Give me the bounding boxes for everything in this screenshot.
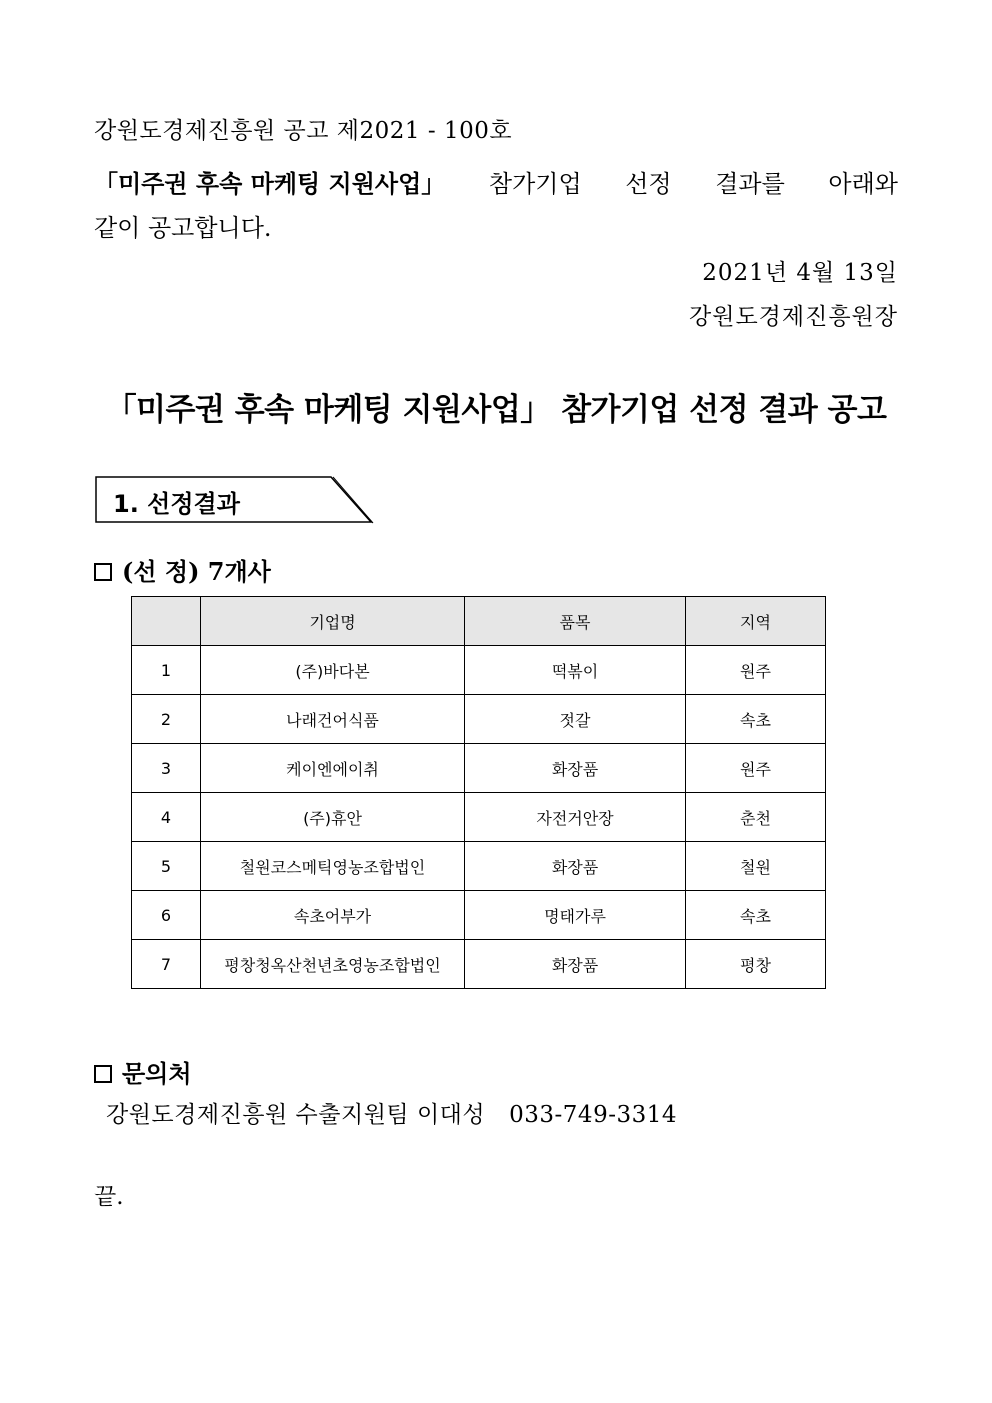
cell-no: 7 — [132, 940, 201, 989]
section-header — [95, 476, 375, 524]
program-name: 「미주권 후속 마케팅 지원사업」 — [94, 169, 446, 198]
table-row — [132, 744, 826, 793]
contact-heading-text: 문의처 — [122, 1059, 192, 1088]
cell-region: 원주 — [686, 646, 826, 695]
cell-product: 명태가루 — [465, 891, 686, 940]
end-mark: 끝. — [94, 1184, 124, 1210]
contact-heading — [94, 1054, 192, 1089]
section-label: 1. 선정결과 — [113, 490, 240, 518]
cell-no: 2 — [132, 695, 201, 744]
intro-line-1 — [94, 162, 898, 206]
contact-phone: 033-749-3314 — [509, 1102, 678, 1128]
cell-no: 1 — [132, 646, 201, 695]
cell-region: 철원 — [686, 842, 826, 891]
table-row — [132, 842, 826, 891]
cell-product: 젓갈 — [465, 695, 686, 744]
cell-region: 원주 — [686, 744, 826, 793]
cell-region: 평창 — [686, 940, 826, 989]
table-header-row — [132, 597, 826, 646]
cell-no: 6 — [132, 891, 201, 940]
intro-word: 아래와 — [828, 170, 898, 198]
contact-info — [106, 1096, 677, 1129]
table-row — [132, 646, 826, 695]
cell-company: 케이엔에이취 — [201, 744, 465, 793]
cell-product: 화장품 — [465, 842, 686, 891]
cell-company: 나래건어식품 — [201, 695, 465, 744]
results-table — [131, 596, 826, 989]
intro-word: 참가기업 — [488, 170, 582, 198]
cell-company: (주)바다본 — [201, 646, 465, 695]
table-row — [132, 940, 826, 989]
square-bullet-icon — [94, 563, 112, 581]
notice-number: 강원도경제진흥원 공고 제2021 - 100호 — [94, 118, 513, 144]
cell-product: 화장품 — [465, 940, 686, 989]
selected-heading-text: (선 정) 7개사 — [122, 557, 271, 586]
header-cell-product: 품목 — [465, 597, 686, 646]
table-row — [132, 891, 826, 940]
issuer-name: 강원도경제진흥원장 — [689, 304, 898, 330]
contact-person: 강원도경제진흥원 수출지원팀 이대성 — [106, 1102, 486, 1128]
cell-company: (주)휴안 — [201, 793, 465, 842]
cell-product: 떡볶이 — [465, 646, 686, 695]
cell-product: 화장품 — [465, 744, 686, 793]
intro-word: 결과를 — [715, 170, 785, 198]
cell-no: 3 — [132, 744, 201, 793]
selected-heading — [94, 552, 271, 587]
header-cell-no — [132, 597, 201, 646]
cell-region: 속초 — [686, 891, 826, 940]
notice-date: 2021년 4월 13일 — [702, 260, 898, 286]
intro-word: 선정 — [625, 170, 672, 198]
document-title: 「미주권 후속 마케팅 지원사업」 참가기업 선정 결과 공고 — [105, 392, 887, 428]
intro-paragraph — [94, 162, 898, 250]
table-row — [132, 793, 826, 842]
cell-product: 자전거안장 — [465, 793, 686, 842]
cell-region: 속초 — [686, 695, 826, 744]
header-cell-region: 지역 — [686, 597, 826, 646]
cell-no: 5 — [132, 842, 201, 891]
cell-company: 평창청옥산천년초영농조합법인 — [201, 940, 465, 989]
header-cell-company: 기업명 — [201, 597, 465, 646]
square-bullet-icon — [94, 1065, 112, 1083]
cell-no: 4 — [132, 793, 201, 842]
cell-region: 춘천 — [686, 793, 826, 842]
cell-company: 철원코스메틱영농조합법인 — [201, 842, 465, 891]
intro-line-2: 같이 공고합니다. — [94, 214, 272, 242]
table-row — [132, 695, 826, 744]
cell-company: 속초어부가 — [201, 891, 465, 940]
